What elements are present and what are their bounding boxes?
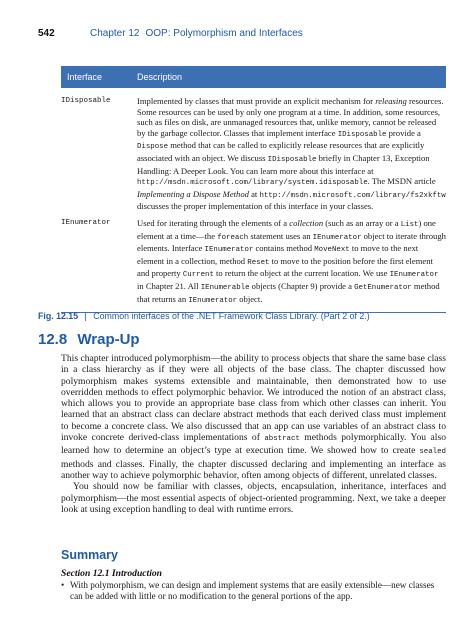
section-number: 12.8 (38, 331, 68, 348)
code-text: foreach (217, 233, 249, 242)
figure-caption (38, 311, 448, 321)
bullet-text: With polymorphism, we can design and implement systems that are easily extensible—new classes can be added with little or no modification to the general portions of the app. (70, 580, 435, 601)
section-title: Wrap-Up (77, 331, 140, 348)
figure-label: Fig. 12.15 (38, 311, 79, 321)
text-run: provide a (386, 127, 421, 138)
emphasis-text: Implementing a Dispose Method (137, 188, 249, 199)
interface-name: IDisposable (61, 97, 111, 105)
text-run: Implemented by classes that must provide an explicit mechanism for (137, 96, 376, 106)
text-run: to move to the position before the first element and property (137, 255, 433, 279)
code-text: IEnumerator (389, 271, 439, 280)
text-run: in Chapter 21. All (137, 280, 201, 291)
text-run: method that returns an (137, 280, 440, 304)
code-text: List (400, 220, 419, 229)
table-row (61, 218, 446, 306)
code-text: MoveNext (314, 246, 350, 255)
text-run: method that can be called to explicitly release resources that are explicitly associated with an object. We discuss (137, 140, 425, 163)
code-text: IEnumerator (188, 296, 238, 305)
interface-description (137, 96, 446, 212)
code-text: http://msdn.microsoft.com/library/fs2xkftw (259, 191, 446, 200)
table-header (61, 66, 446, 88)
text-run: briefly in Chapter 13, Exception Handling: A Deeper Look. You can learn more about this interface at (137, 152, 430, 176)
column-header-description: Description (137, 72, 183, 82)
text-run: statement uses an (248, 230, 313, 241)
text-run: objects (Chapter 9) provide a (249, 280, 355, 291)
section-heading (38, 331, 140, 348)
code-text: Current (182, 271, 214, 280)
code-text: Reset (247, 258, 270, 267)
code-text: abstract (264, 435, 300, 444)
text-run: at (248, 188, 260, 199)
emphasis-text: releasing (375, 96, 407, 106)
code-text: sealed (419, 448, 446, 457)
text-run: object. (237, 293, 263, 304)
page-number: 542 (38, 28, 55, 39)
table-row (61, 96, 446, 212)
chapter-title: OOP: Polymorphism and Interfaces (145, 28, 303, 39)
text-run: ) one element at a time—the (137, 217, 436, 241)
code-text: IDisposable (267, 155, 317, 164)
figure-caption-text: Common interfaces of the .NET Framework Class Library. (Part 2 of 2.) (93, 311, 370, 321)
code-text: IEnumerable (200, 283, 250, 292)
text-run: object to iterate through elements. Interface (137, 230, 446, 254)
text-run: methods polymorphically. You also learned how to determine an object’s type at execution time. We showed how to create (61, 432, 446, 457)
text-run: resources. Some resources can be used by only one program at a time. In addition, some resources, such as files on disk, are unmanaged resources that, unlike memory, cannot be released by the garbage collector. Classes that implement interface (137, 96, 444, 138)
text-run: to return the object at the current location. We use (213, 268, 390, 279)
code-text: IEnumerator (312, 233, 362, 242)
code-text: IDisposable (337, 130, 387, 139)
running-header (38, 28, 303, 39)
summary-bullet (61, 580, 446, 602)
section-body (61, 353, 446, 515)
text-run: contains method (253, 243, 315, 254)
bullet-marker: • (61, 580, 65, 590)
interface-description (137, 218, 446, 306)
code-text: Dispose (137, 143, 169, 152)
emphasis-text: collection (289, 217, 324, 228)
text-run: Used for iterating through the elements of a (137, 217, 290, 228)
interfaces-table (61, 66, 446, 313)
text-run: This chapter introduced polymorphism—the ability to process objects that share the same base class in a class hierarchy as if they were all objects of the base class. The chapter discussed how polymorphism makes systems extensible and maintainable, then demonstrated how to use overridden methods to effect polymorphic behavior. We introduced the notion of an abstract class, which allows you to provide an appropriate base class from which other classes can inherit. You learned that an abstract class can declare abstract methods that each derived class must implement to become a concrete class. We also discussed that an app can use variables of an abstract class to invoke concrete derived-class implementations of (61, 353, 446, 444)
interface-name: IEnumerator (61, 218, 111, 227)
code-text: IEnumerator (204, 246, 254, 255)
summary-subsection: Section 12.1 Introduction (61, 568, 163, 579)
paragraph (61, 353, 446, 481)
column-header-interface: Interface (67, 72, 103, 82)
text-run: (such as an array or a (323, 217, 401, 228)
text-run: You should now be familiar with classes, objects, encapsulation, inheritance, interfaces and polymorphism—the most essential aspects of object-oriented programming. Next, we take a deeper look at using exception handling to deal with runtime errors. (61, 481, 446, 515)
chapter-label: Chapter 12 (90, 28, 140, 39)
text-run: to move to the next element in a collection, method (137, 243, 419, 266)
code-text: GetEnumerator (354, 283, 412, 292)
paragraph (61, 481, 446, 515)
text-run: discusses the proper implementation of this interface in your classes. (137, 201, 374, 212)
text-run: methods and classes. Finally, the chapter discussed declaring and implementing an interface as another way to achieve polymorphic behavior, often among objects of different, unrelated classes. (61, 458, 446, 481)
caption-separator: | (84, 311, 87, 321)
text-run: . The MSDN article (367, 176, 436, 187)
summary-heading: Summary (61, 548, 118, 562)
code-text: http://msdn.microsoft.com/library/system.idisposable (137, 179, 368, 188)
